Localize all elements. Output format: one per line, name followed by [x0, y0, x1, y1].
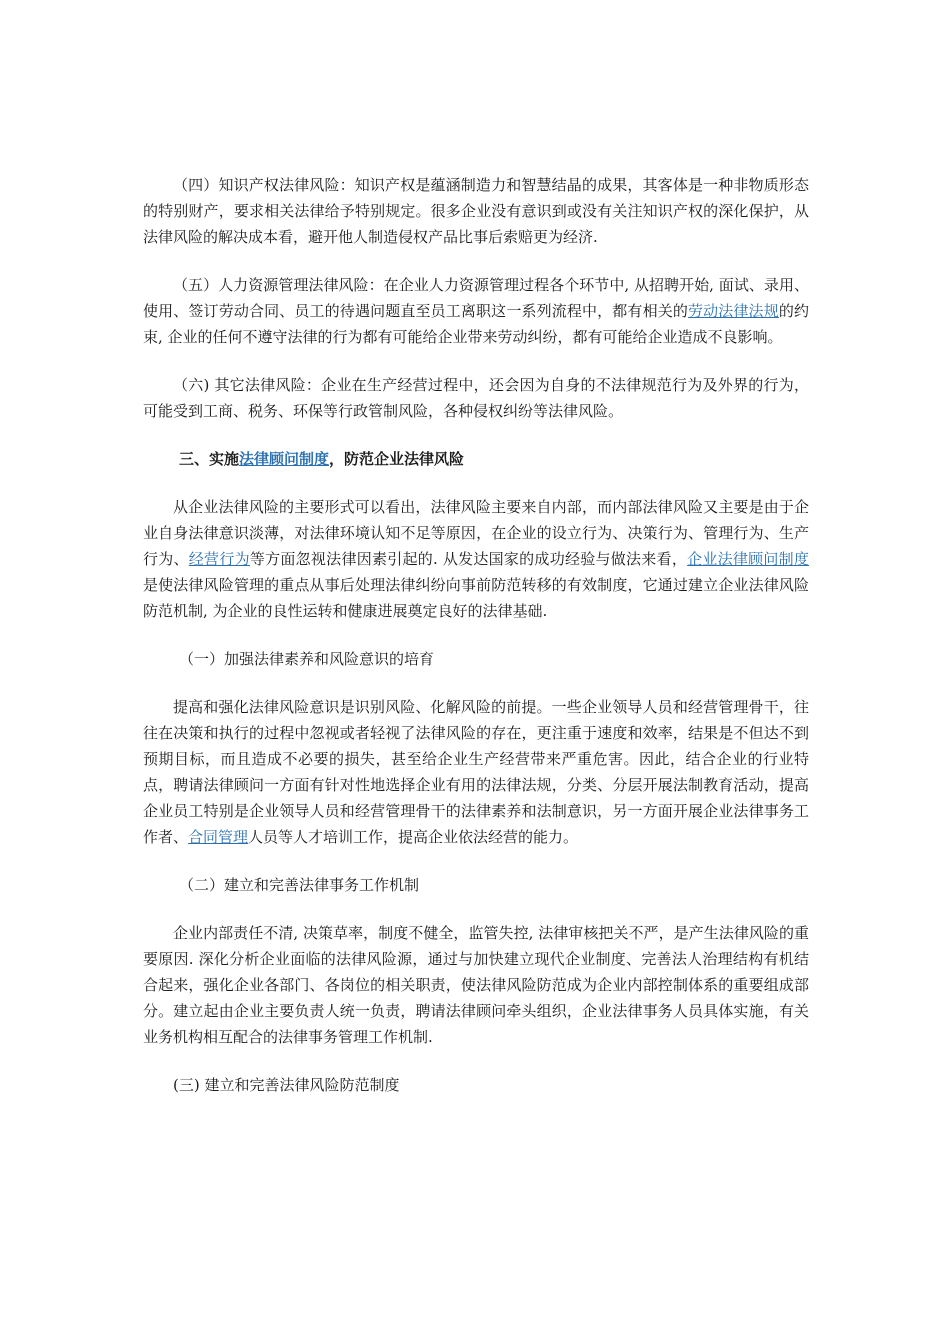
- link-contract-management[interactable]: 合同管理: [188, 828, 249, 846]
- text-segment: （四）知识产权法律风险：知识产权是蕴涵制造力和智慧结晶的成果，其客体是一种非物质形态的特别财产，要求相关法律给予特别规定。很多企业没有意识到或没有关注知识产权的深化保护，从法律风险的解决成本看，避开他人制造侵权产品比事后索赔更为经济.: [143, 176, 809, 246]
- subheading-2: [143, 872, 809, 898]
- text-segment: （一）加强法律素养和风险意识的培育: [179, 650, 435, 668]
- text-segment: （二）建立和完善法律事务工作机制: [179, 876, 420, 894]
- link-legal-advisor-system[interactable]: 法律顾问制度: [239, 450, 330, 468]
- link-business-conduct[interactable]: 经营行为: [188, 550, 250, 568]
- text-segment: (三) 建立和完善法律风险防范制度: [173, 1076, 400, 1094]
- text-segment: （六) 其它法律风险：企业在生产经营过程中，还会因为自身的不法律规范行为及外界的行为，可能受到工商、税务、环保等行政管制风险，各种侵权纠纷等法律风险。: [143, 376, 809, 420]
- text-segment: 提高和强化法律风险意识是识别风险、化解风险的前提。一些企业领导人员和经营管理骨干，往往在决策和执行的过程中忽视或者轻视了法律风险的存在，更注重于速度和效率，结果是不但达不到预期目标，而且造成不必要的损失，甚至给企业生产经营带来严重危害。因此，结合企业的行业特点，聘请法律顾问一方面有针对性地选择企业有用的法律法规，分类、分层开展法制教育活动，提高企业员工特别是企业领导人员和经营管理骨干的法律素养和法制意识，另一方面开展企业法律事务工作者、: [143, 698, 809, 846]
- link-labor-law[interactable]: 劳动法律法规: [688, 302, 779, 320]
- paragraph-body-1: [143, 494, 809, 624]
- text-segment: 从企业法律风险的主要形式可以看出，法律风险主要来自内部，而内部法律风险又主要是由于企业自身法律意识淡薄，对法律环境认知不足等原因，在企业的设立行为、决策行为、管理行为、生产行为、: [143, 498, 809, 568]
- text-segment: 三、实施: [179, 450, 240, 468]
- text-segment: ，防范企业法律风险: [329, 450, 465, 468]
- text-segment: 是使法律风险管理的重点从事后处理法律纠纷向事前防范转移的有效制度，它通过建立企业法律风险防范机制, 为企业的良性运转和健康进展奠定良好的法律基础.: [143, 576, 809, 620]
- paragraph-ip-risk: [143, 172, 809, 250]
- subheading-1: [143, 646, 809, 672]
- document-page: [143, 172, 809, 1120]
- paragraph-body-2: [143, 694, 809, 850]
- text-segment: （五）人力资源管理法律风险：在企业人力资源管理过程各个环节中, 从招聘开始, 面试、录用、使用、签订劳动合同、员工的待遇问题直至员工离职这一系列流程中，都有相关的: [143, 276, 809, 320]
- text-segment: 等方面忽视法律因素引起的. 从发达国家的成功经验与做法来看，: [249, 550, 688, 568]
- paragraph-body-3: [143, 920, 809, 1050]
- text-segment: 人员等人才培训工作，提高企业依法经营的能力。: [248, 828, 579, 846]
- paragraph-other-risk: [143, 372, 809, 424]
- section-heading-3: [143, 446, 809, 472]
- paragraph-hr-risk: [143, 272, 809, 350]
- text-segment: 的约束, 企业的任何不遵守法律的行为都有可能给企业带来劳动纠纷，都有可能给企业造成不良影响。: [143, 302, 809, 346]
- text-segment: 企业内部责任不清, 决策草率，制度不健全，监管失控, 法律审核把关不严，是产生法律风险的重要原因. 深化分析企业面临的法律风险源，通过与加快建立现代企业制度、完善法人治理结构有机结合起来，强化企业各部门、各岗位的相关职责，使法律风险防范成为企业内部控制体系的重要组成部分。建立起由企业主要负责人统一负责，聘请法律顾问牵头组织，企业法律事务人员具体实施，有关业务机构相互配合的法律事务管理工作机制.: [143, 924, 809, 1046]
- link-enterprise-legal-advisor-system[interactable]: 企业法律顾问制度: [687, 550, 809, 568]
- subheading-3: [143, 1072, 809, 1098]
